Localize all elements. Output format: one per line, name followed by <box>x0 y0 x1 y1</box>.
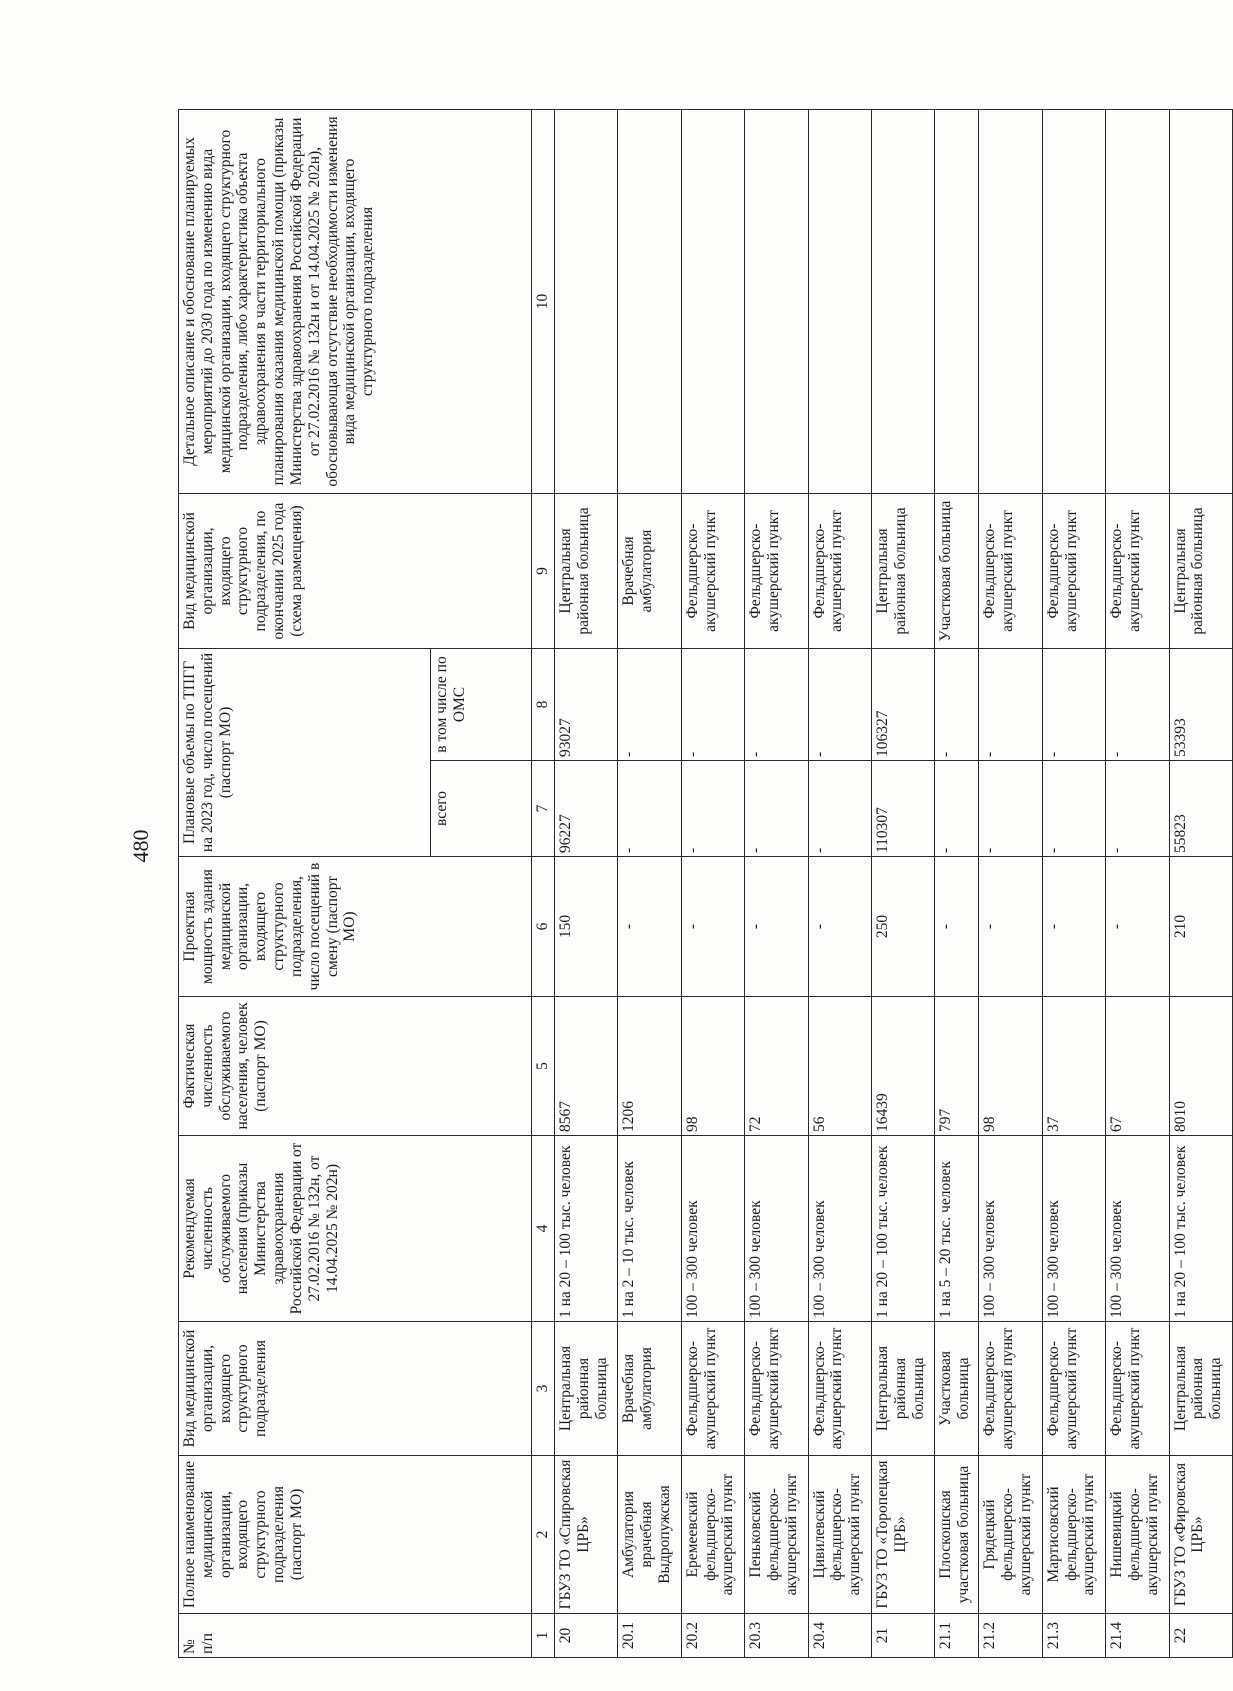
design-capacity: - <box>935 857 979 997</box>
description <box>808 110 871 494</box>
column-number: 1 <box>532 1614 555 1658</box>
actual-population: 37 <box>1042 997 1105 1136</box>
description <box>1042 110 1105 494</box>
header-total: всего <box>431 761 532 857</box>
recommended-population: 100 – 300 человек <box>808 1136 871 1322</box>
org-type-2025: Фельдшерско-акушерский пункт <box>1042 494 1105 649</box>
org-type-2025: Фельдшерско-акушерский пункт <box>1106 494 1169 649</box>
org-type: Фельдшерско-акушерский пункт <box>808 1322 871 1456</box>
actual-population: 67 <box>1106 997 1169 1136</box>
planned-oms: - <box>808 649 871 761</box>
org-name: Пеньковский фельдшерско-акушерский пункт <box>745 1456 808 1614</box>
table-row <box>1042 110 1105 1658</box>
table-header-row <box>179 110 431 1658</box>
org-type: Фельдшерско-акушерский пункт <box>681 1322 744 1456</box>
planned-total: - <box>745 761 808 857</box>
recommended-population: 1 на 5 – 20 тыс. человек <box>935 1136 979 1322</box>
org-type-2025: Фельдшерско-акушерский пункт <box>979 494 1042 649</box>
page-number: 480 <box>128 829 153 863</box>
planned-total: - <box>1042 761 1105 857</box>
description <box>871 110 934 494</box>
actual-population: 797 <box>935 997 979 1136</box>
row-number: 21.4 <box>1106 1614 1169 1658</box>
header-recommended-population: Рекомендуемая численность обслуживаемого населения (приказы Министерства здравоохранения Российской Федерации от 27.02.2016 № 132н, от 14.04.2025 № 202н) <box>179 1136 532 1322</box>
table-row <box>979 110 1042 1658</box>
header-oms: в том числе по ОМС <box>431 649 532 761</box>
recommended-population: 100 – 300 человек <box>681 1136 744 1322</box>
column-number: 4 <box>532 1136 555 1322</box>
actual-population: 8010 <box>1169 997 1232 1136</box>
recommended-population: 100 – 300 человек <box>1042 1136 1105 1322</box>
org-type-2025: Фельдшерско-акушерский пункт <box>681 494 744 649</box>
org-type: Фельдшерско-акушерский пункт <box>1042 1322 1105 1456</box>
org-name: ГБУЗ ТО «Торопецкая ЦРБ» <box>871 1456 934 1614</box>
org-type: Участковая больница <box>935 1322 979 1456</box>
planned-total: - <box>808 761 871 857</box>
planned-oms: 106327 <box>871 649 934 761</box>
design-capacity: - <box>1106 857 1169 997</box>
table-row <box>555 110 618 1658</box>
org-name: Нишевицкий фельдшерско-акушерский пункт <box>1106 1456 1169 1614</box>
planned-total: - <box>935 761 979 857</box>
org-type-2025: Фельдшерско-акушерский пункт <box>745 494 808 649</box>
org-name: Грядецкий фельдшерско-акушерский пункт <box>979 1456 1042 1614</box>
org-type: Центральная районная больница <box>871 1322 934 1456</box>
design-capacity: - <box>681 857 744 997</box>
actual-population: 8567 <box>555 997 618 1136</box>
header-description: Детальное описание и обоснование планируемых мероприятий до 2030 года по изменению вида медицинской организации, входящего структурного подразделения, либо характеристика объекта здравоохранения в части территориального планирования оказания медицинской помощи (приказы Министерства здравоохранения Российской Федерации от 27.02.2016 № 132н и от 14.04.2025 № 202н), обосновывающая отсутствие необходимости изменения вида медицинской организации, входящего структурного подразделения <box>179 110 532 494</box>
design-capacity: - <box>618 857 681 997</box>
description <box>555 110 618 494</box>
recommended-population: 100 – 300 человек <box>979 1136 1042 1322</box>
column-number: 7 <box>532 761 555 857</box>
description <box>935 110 979 494</box>
design-capacity: 250 <box>871 857 934 997</box>
org-type-2025: Врачебная амбулатория <box>618 494 681 649</box>
header-design-capacity: Проектная мощность здания медицинской организации, входящего структурного подразделения, число посещений в смену (паспорт МО) <box>179 857 532 997</box>
recommended-population: 100 – 300 человек <box>1106 1136 1169 1322</box>
header-number: № п/п <box>179 1614 532 1658</box>
table-row <box>618 110 681 1658</box>
recommended-population: 100 – 300 человек <box>745 1136 808 1322</box>
org-type-2025: Центральная районная больница <box>1169 494 1232 649</box>
medical-organizations-table <box>178 109 1233 1658</box>
column-number: 3 <box>532 1322 555 1456</box>
rotated-table-container <box>178 110 1233 1658</box>
table-row <box>871 110 934 1658</box>
row-number: 20.2 <box>681 1614 744 1658</box>
row-number: 21 <box>871 1614 934 1658</box>
table-row <box>1169 110 1232 1658</box>
planned-oms: - <box>1106 649 1169 761</box>
planned-total: - <box>979 761 1042 857</box>
org-name: ГБУЗ ТО «Спировская ЦРБ» <box>555 1456 618 1614</box>
org-name: ГБУЗ ТО «Фировская ЦРБ» <box>1169 1456 1232 1614</box>
planned-oms: 53393 <box>1169 649 1232 761</box>
planned-total: - <box>618 761 681 857</box>
org-name: Плоскошская участковая больница <box>935 1456 979 1614</box>
design-capacity: - <box>745 857 808 997</box>
table-row <box>745 110 808 1658</box>
actual-population: 72 <box>745 997 808 1136</box>
planned-oms: - <box>979 649 1042 761</box>
org-type: Фельдшерско-акушерский пункт <box>979 1322 1042 1456</box>
header-actual-population: Фактическая численность обслуживаемого населения, человек (паспорт МО) <box>179 997 532 1136</box>
org-type-2025: Центральная районная больница <box>871 494 934 649</box>
recommended-population: 1 на 20 – 100 тыс. человек <box>871 1136 934 1322</box>
org-type-2025: Участковая больница <box>935 494 979 649</box>
recommended-population: 1 на 20 – 100 тыс. человек <box>555 1136 618 1322</box>
column-numbers-row <box>532 110 555 1658</box>
org-type: Центральная районная больница <box>1169 1322 1232 1456</box>
description <box>618 110 681 494</box>
row-number: 20.4 <box>808 1614 871 1658</box>
org-type-2025: Фельдшерско-акушерский пункт <box>808 494 871 649</box>
org-type: Фельдшерско-акушерский пункт <box>1106 1322 1169 1456</box>
org-name: Еремеевский фельдшерско-акушерский пункт <box>681 1456 744 1614</box>
table-row <box>935 110 979 1658</box>
table-row <box>808 110 871 1658</box>
row-number: 20 <box>555 1614 618 1658</box>
column-number: 6 <box>532 857 555 997</box>
recommended-population: 1 на 2 – 10 тыс. человек <box>618 1136 681 1322</box>
planned-oms: - <box>1042 649 1105 761</box>
actual-population: 98 <box>979 997 1042 1136</box>
row-number: 20.1 <box>618 1614 681 1658</box>
design-capacity: 150 <box>555 857 618 997</box>
description <box>1106 110 1169 494</box>
description <box>681 110 744 494</box>
table-row <box>681 110 744 1658</box>
row-number: 20.3 <box>745 1614 808 1658</box>
row-number: 21.2 <box>979 1614 1042 1658</box>
description <box>1169 110 1232 494</box>
column-number: 5 <box>532 997 555 1136</box>
column-number: 10 <box>532 110 555 494</box>
planned-total: - <box>1106 761 1169 857</box>
design-capacity: 210 <box>1169 857 1232 997</box>
header-planned-volumes: Плановые объемы по ТПГГ на 2023 год, число посещений (паспорт МО) <box>179 649 431 857</box>
row-number: 22 <box>1169 1614 1232 1658</box>
recommended-population: 1 на 20 – 100 тыс. человек <box>1169 1136 1232 1322</box>
description <box>979 110 1042 494</box>
actual-population: 98 <box>681 997 744 1136</box>
design-capacity: - <box>1042 857 1105 997</box>
row-number: 21.1 <box>935 1614 979 1658</box>
description <box>745 110 808 494</box>
planned-oms: 93027 <box>555 649 618 761</box>
actual-population: 56 <box>808 997 871 1136</box>
header-org-type-2025: Вид медицинской организации, входящего структурного подразделения, по окончании 2025 года (схема размещения) <box>179 494 532 649</box>
planned-total: 96227 <box>555 761 618 857</box>
org-name: Амбулатория врачебная Выдропужская <box>618 1456 681 1614</box>
planned-total: 55823 <box>1169 761 1232 857</box>
column-number: 2 <box>532 1456 555 1614</box>
org-type: Врачебная амбулатория <box>618 1322 681 1456</box>
design-capacity: - <box>979 857 1042 997</box>
column-number: 9 <box>532 494 555 649</box>
header-full-name: Полное наименование медицинской организации, входящего структурного подразделения (паспорт МО) <box>179 1456 532 1614</box>
planned-oms: - <box>618 649 681 761</box>
org-type: Центральная районная больница <box>555 1322 618 1456</box>
planned-total: - <box>681 761 744 857</box>
org-name: Цивилевский фельдшерско-акушерский пункт <box>808 1456 871 1614</box>
org-name: Мартисовский фельдшерско-акушерский пункт <box>1042 1456 1105 1614</box>
planned-oms: - <box>935 649 979 761</box>
row-number: 21.3 <box>1042 1614 1105 1658</box>
actual-population: 16439 <box>871 997 934 1136</box>
header-org-type: Вид медицинской организации, входящего структурного подразделения <box>179 1322 532 1456</box>
column-number: 8 <box>532 649 555 761</box>
design-capacity: - <box>808 857 871 997</box>
planned-oms: - <box>745 649 808 761</box>
org-type-2025: Центральная районная больница <box>555 494 618 649</box>
planned-oms: - <box>681 649 744 761</box>
org-type: Фельдшерско-акушерский пункт <box>745 1322 808 1456</box>
actual-population: 1206 <box>618 997 681 1136</box>
planned-total: 110307 <box>871 761 934 857</box>
table-row <box>1106 110 1169 1658</box>
